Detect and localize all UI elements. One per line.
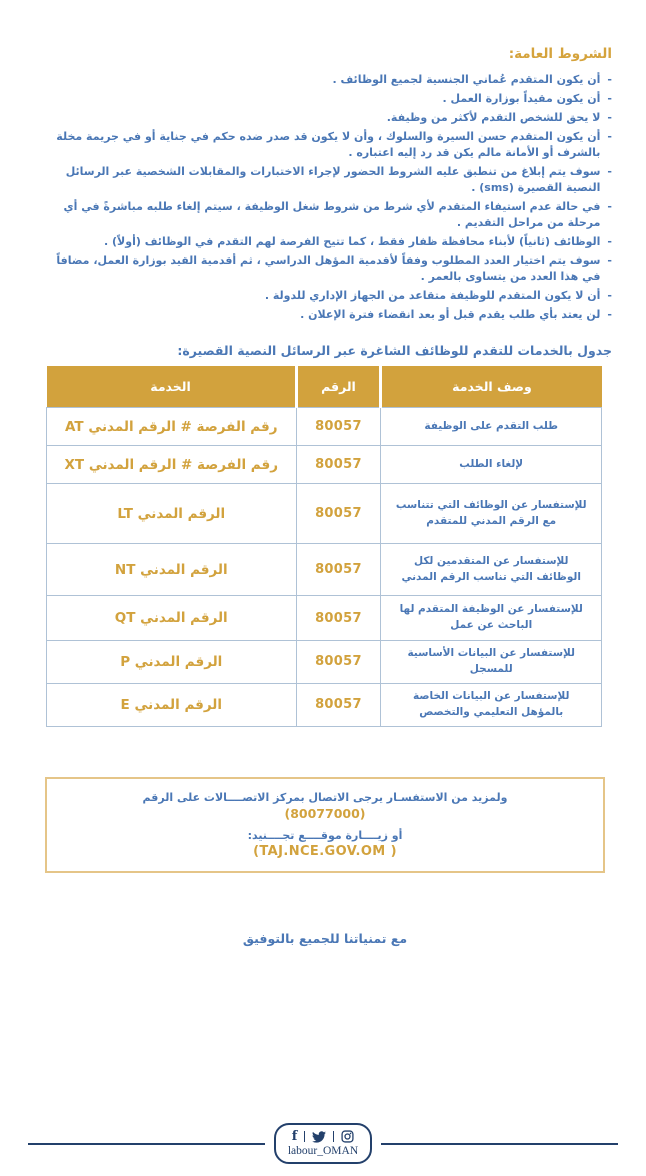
table-row [47, 641, 602, 684]
contact-website: (TAJ.NCE.GOV.OM ) [253, 844, 397, 860]
condition-item [36, 129, 612, 161]
contact-info-box [45, 777, 605, 874]
condition-item [36, 253, 612, 285]
service-code: رقم الفرصة # الرقم المدني AT [47, 408, 297, 446]
footer [0, 1123, 646, 1164]
conditions-list [36, 72, 614, 323]
bullet-dash: - [607, 73, 612, 86]
service-number: 80057 [296, 641, 381, 684]
services-table-title: جدول بالخدمات للتقدم للوظائف الشاغرة عبر الرسائل النصية القصيرة: [177, 343, 612, 358]
bullet-dash: - [607, 289, 612, 302]
condition-text: في حالة عدم استيفاء المتقدم لأي شرط من شروط شغل الوظيفة ، سيتم إلغاء طلبه مباشرةً في أي مرحلة من مراحل التقديم . [63, 200, 601, 229]
condition-item [36, 234, 612, 250]
contact-line-2: أو زيــــارة موقــــع تجــــنيد: [247, 828, 403, 842]
col-header-service: الخدمة [47, 366, 297, 408]
condition-item [36, 91, 612, 107]
instagram-icon[interactable] [341, 1130, 354, 1143]
icon-separator [333, 1131, 334, 1142]
table-row [47, 683, 602, 726]
service-number: 80057 [296, 683, 381, 726]
service-description: للإستفسار عن البيانات الأساسية للمسجل [381, 641, 602, 684]
service-description: للإستفسار عن البيانات الخاصة بالمؤهل التعليمي والتخصص [381, 683, 602, 726]
bullet-dash: - [607, 308, 612, 321]
service-code: الرقم المدني LT [47, 484, 297, 544]
bullet-dash: - [607, 235, 612, 248]
social-icons-row [292, 1129, 355, 1144]
bullet-dash: - [607, 111, 612, 124]
bullet-dash: - [607, 254, 612, 267]
table-row [47, 544, 602, 596]
bullet-dash: - [607, 200, 612, 213]
social-handle-text: labour_OMAN [287, 1145, 359, 1158]
service-description: للإستفسار عن الوظيفة المتقدم لها الباحث عن عمل [381, 596, 602, 641]
twitter-icon[interactable] [312, 1131, 326, 1143]
condition-item [36, 72, 612, 88]
social-media-badge [274, 1123, 372, 1164]
service-description: للإستفسار عن المتقدمين لكل الوظائف التي تناسب الرقم المدني [381, 544, 602, 596]
table-row [47, 408, 602, 446]
service-code: الرقم المدني E [47, 683, 297, 726]
condition-item [36, 288, 612, 304]
condition-text: أن لا يكون المتقدم للوظيفة متقاعد من الجهاز الإداري للدولة . [264, 289, 601, 302]
col-header-number: الرقم [296, 366, 381, 408]
footer-divider-line [381, 1143, 618, 1145]
table-row [47, 484, 602, 544]
condition-item [36, 164, 612, 196]
condition-text: سوف يتم إبلاغ من تنطبق عليه الشروط الحضور لإجراء الاختبارات والمقابلات الشخصية عبر الرسائل النصية القصيرة (sms) . [65, 165, 601, 194]
bullet-dash: - [607, 92, 612, 105]
service-number: 80057 [296, 446, 381, 484]
service-number: 80057 [296, 596, 381, 641]
services-table [46, 366, 602, 727]
col-header-description: وصف الخدمة [381, 366, 602, 408]
condition-text: لا يحق للشخص التقدم لأكثر من وظيفة. [386, 111, 601, 124]
service-code: الرقم المدني P [47, 641, 297, 684]
service-description: للإستفسار عن الوظائف التي تتناسب مع الرقم المدني للمتقدم [381, 484, 602, 544]
condition-text: لن يعتد بأي طلب يقدم قبل أو بعد انقضاء فترة الإعلان . [300, 308, 601, 321]
condition-item [36, 110, 612, 126]
closing-wishes-text: مع تمنياتنا للجميع بالتوفيق [242, 931, 408, 947]
condition-text: أن يكون المتقدم عُماني الجنسية لجميع الوظائف . [332, 73, 601, 86]
condition-item [36, 307, 612, 323]
general-conditions-title: الشروط العامة: [508, 46, 612, 62]
service-code: الرقم المدني QT [47, 596, 297, 641]
service-number: 80057 [296, 408, 381, 446]
table-header-row [47, 366, 602, 408]
icon-separator [304, 1131, 305, 1142]
service-code: رقم الفرصة # الرقم المدني XT [47, 446, 297, 484]
bullet-dash: - [607, 165, 612, 178]
service-description: طلب التقدم على الوظيفة [381, 408, 602, 446]
condition-text: أن يكون المتقدم حسن السيرة والسلوك ، وأن لا يكون قد صدر ضده حكم في جناية أو في جريمة مخلة بالشرف أو الأمانة مالم يكن قد رد إليه اعتباره . [56, 130, 601, 159]
contact-line-1: ولمزيد من الاستفسـار يرجى الاتصال بمركز الاتصــــالات على الرقم [142, 790, 508, 804]
service-description: لإلغاء الطلب [381, 446, 602, 484]
service-number: 80057 [296, 484, 381, 544]
contact-phone-number: (80077000) [284, 805, 366, 821]
facebook-icon[interactable]: f [291, 1129, 298, 1145]
service-code: الرقم المدني NT [47, 544, 297, 596]
condition-text: أن يكون مقيداً بوزارة العمل . [442, 92, 601, 105]
table-row [47, 596, 602, 641]
footer-divider-line [28, 1143, 265, 1145]
service-number: 80057 [296, 544, 381, 596]
condition-item [36, 199, 612, 231]
condition-text: سوف يتم اختيار العدد المطلوب وفقاً لأقدمية المؤهل الدراسي ، ثم أقدمية القيد بوزارة العمل، مضافاً في هذا العدد من يتساوى بالعمر . [56, 254, 601, 283]
condition-text: الوظائف (ثانياً) لأبناء محافظة ظفار فقط ، كما تتيح الفرصة لهم التقدم في الوظائف (أولاً) . [104, 235, 601, 248]
bullet-dash: - [607, 130, 612, 143]
table-row [47, 446, 602, 484]
